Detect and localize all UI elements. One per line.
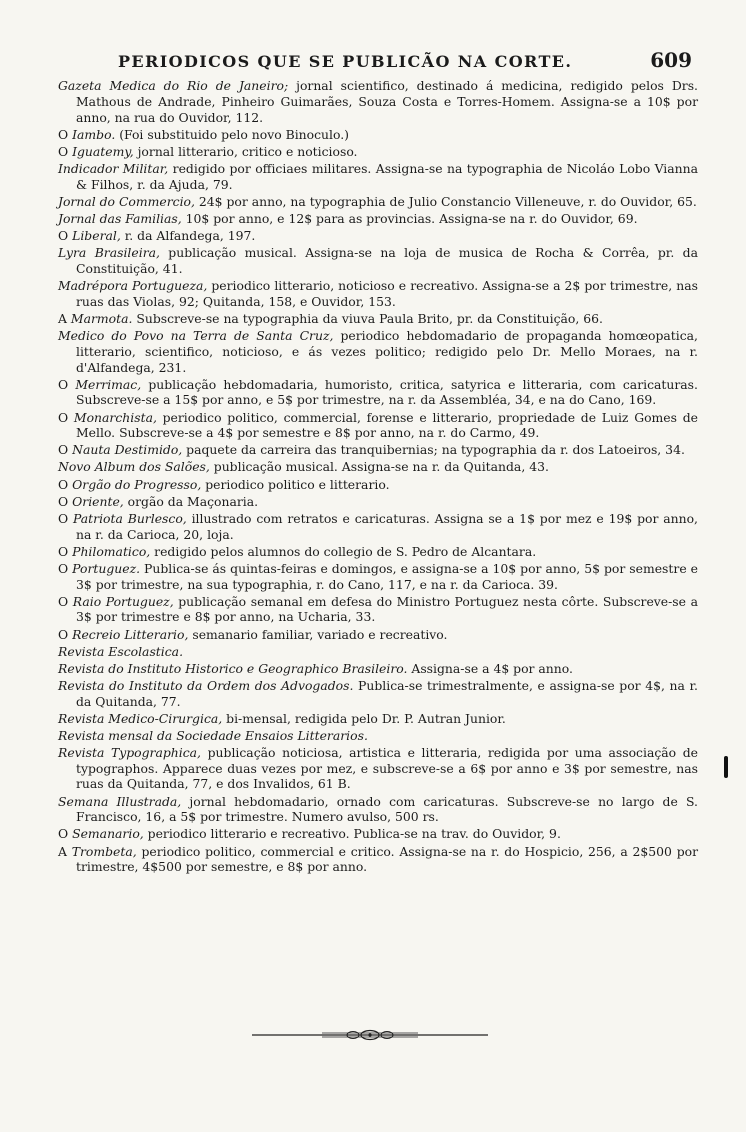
entry-description: (Foi substituido pelo novo Binoculo.)	[115, 126, 350, 142]
entry-title: Liberal,	[72, 227, 121, 243]
entry-title: Revista do Instituto da Ordem dos Advogados.	[58, 677, 354, 693]
periodical-entry	[58, 794, 698, 826]
entry-description: semanario familiar, variado e recreativo.	[188, 626, 448, 642]
entry-title: Portuguez.	[72, 560, 141, 576]
entry-description: orgão da Maçonaria.	[123, 493, 259, 509]
entry-description: 24$ por anno, na typographia de Julio Constancio Villeneuve, r. do Ouvidor, 65.	[194, 193, 697, 209]
entry-description: periodico politico, commercial e critico. Assigna-se na r. do Hospicio, 256, a 2$500 por trimestre, 4$500 por semestre, e 8$ por anno.	[76, 843, 699, 875]
entry-article: O	[58, 126, 73, 142]
periodical-entry	[58, 661, 698, 677]
entry-article: A	[58, 843, 72, 859]
entry-title: Indicador Militar,	[58, 160, 169, 176]
margin-mark	[724, 756, 728, 778]
periodical-entry	[58, 494, 698, 510]
periodical-entry	[58, 127, 698, 143]
entry-title: Orgão do Progresso,	[72, 476, 202, 492]
entry-title: Jornal do Commercio,	[58, 193, 195, 209]
entry-description: r. da Alfandega, 197.	[120, 227, 256, 243]
entry-article: O	[58, 227, 73, 243]
entry-title: Iambo.	[72, 126, 116, 142]
periodical-entry	[58, 194, 698, 210]
entry-article: O	[58, 409, 74, 425]
periodical-entry	[58, 228, 698, 244]
entry-title: Revista Medico-Cirurgica,	[58, 710, 223, 726]
entry-article: O	[58, 593, 73, 609]
entry-description: periodico litterario e recreativo. Publica-se na trav. do Ouvidor, 9.	[143, 826, 561, 842]
ornamental-divider	[252, 1028, 488, 1042]
periodical-entry	[58, 278, 698, 310]
entry-description: publicação semanal em defesa do Ministro Portuguez nesta côrte. Subscreve-se a 3$ por trimestre e 8$ por anno, na Ucharia, 33.	[76, 593, 698, 625]
entry-description: redigido pelos alumnos do collegio de S. Pedro de Alcantara.	[150, 543, 537, 559]
periodical-entry	[58, 826, 698, 842]
entry-description: jornal litterario, critico e noticioso.	[133, 143, 358, 159]
entry-title: Iguatemy,	[72, 143, 134, 159]
periodical-entry	[58, 78, 698, 125]
entry-article: O	[58, 442, 73, 458]
entry-description: periodico politico e litterario.	[201, 476, 390, 492]
entry-title: Philomatico,	[72, 543, 151, 559]
entry-title: Recreio Litterario,	[72, 626, 189, 642]
entry-description: publicação noticiosa, artistica e litteraria, redigida por uma associação de typographos. Apparece duas vezes por mez, e subscreve-se a 6$ por anno e 3$ por semestre, nas ruas da Quitanda, 77, e dos Invalidos, 61 B.	[76, 744, 698, 792]
entry-description: Assigna-se a 4$ por anno.	[407, 660, 573, 676]
page-number: 609	[650, 48, 692, 72]
entry-title: Trombeta,	[71, 843, 137, 859]
periodical-entry	[58, 442, 698, 458]
entry-title: Monarchista,	[73, 409, 157, 425]
entry-description: Publica-se trimestralmente, e assigna-se por 4$, na r. da Quitanda, 77.	[76, 677, 698, 709]
entry-article: O	[58, 543, 73, 559]
periodical-entry	[58, 594, 698, 626]
periodical-entry	[58, 728, 698, 744]
entry-description: Subscreve-se na typographia da viuva Paula Brito, pr. da Constituição, 66.	[132, 310, 603, 326]
entry-description: redigido por officiaes militares. Assigna-se na typographia de Nicoláo Lobo Vianna & Filhos, r. da Ajuda, 79.	[76, 160, 698, 192]
periodical-entry	[58, 459, 698, 475]
entry-description: periodico litterario, noticioso e recreativo. Assigna-se a 2$ por trimestre, nas ruas das Violas, 92; Quitanda, 158, e Ouvidor, 153.	[76, 277, 698, 309]
entry-description: periodico hebdomadario de propaganda homœopatica, litterario, scientifico, noticioso, e ás vezes politico; redigido pelo Dr. Mello Moraes, na r. d'Alfandega, 231.	[76, 327, 699, 375]
entry-title: Revista Escolastica.	[58, 643, 184, 659]
entry-description: jornal hebdomadario, ornado com caricaturas. Subscreve-se no largo de S. Francisco, 16, a 5$ por trimestre. Numero avulso, 500 rs.	[76, 793, 698, 825]
entry-description: publicação musical. Assigna-se na r. da Quitanda, 43.	[209, 459, 549, 475]
periodical-entry	[58, 211, 698, 227]
periodical-entry	[58, 745, 698, 792]
periodical-entry	[58, 544, 698, 560]
entry-title: Madrépora Portugueza,	[58, 277, 208, 293]
entry-description: Publica-se ás quintas-feiras e domingos, e assigna-se a 10$ por anno, 5$ por semestre e 3$ por trimestre, na sua typographia, r. do Cano, 117, e na r. da Carioca. 39.	[76, 560, 698, 592]
periodical-entry	[58, 477, 698, 493]
entry-article: O	[58, 626, 73, 642]
entry-article: A	[58, 310, 71, 326]
entry-article: O	[58, 376, 76, 392]
entry-title: Medico do Povo na Terra de Santa Cruz,	[58, 327, 334, 343]
entry-description: paquete da carreira das tranquibernias; na typographia da r. dos Latoeiros, 34.	[182, 442, 685, 458]
entry-article: O	[58, 493, 73, 509]
periodical-entry	[58, 245, 698, 277]
entry-article: O	[58, 560, 73, 576]
periodical-entry	[58, 711, 698, 727]
entry-description: illustrado com retratos e caricaturas. Assigna se a 1$ por mez e 19$ por anno, na r. da Carioca, 20, loja.	[76, 510, 698, 542]
entry-article: O	[58, 826, 73, 842]
entry-title: Gazeta Medica do Rio de Janeiro;	[58, 78, 289, 93]
entry-description: bi-mensal, redigida pelo Dr. P. Autran Junior.	[222, 710, 506, 726]
entry-title: Revista mensal da Sociedade Ensaios Litterarios.	[58, 727, 368, 743]
entry-title: Lyra Brasileira,	[58, 245, 160, 261]
entry-article: O	[58, 143, 73, 159]
entry-title: Jornal das Familias,	[58, 210, 182, 226]
entry-description: 10$ por anno, e 12$ para as provincias. Assigna-se na r. do Ouvidor, 69.	[181, 210, 638, 226]
entry-title: Oriente,	[72, 493, 124, 509]
periodical-entry	[58, 678, 698, 710]
periodical-entry	[58, 844, 698, 876]
entry-title: Semana Illustrada,	[58, 793, 182, 809]
periodical-entry	[58, 561, 698, 593]
entry-title: Raio Portuguez,	[72, 593, 174, 609]
entry-description: publicação hebdomadaria, humoristo, critica, satyrica e litteraria, com caricaturas. Subscreve-se a 15$ por anno, e 5$ por trimestre, na r. da Assembléa, 34, e na do Cano, 169.	[76, 376, 698, 408]
page	[58, 46, 698, 876]
entry-title: Novo Album dos Salões,	[58, 459, 210, 475]
periodical-entry	[58, 377, 698, 409]
entry-title: Nauta Destimido,	[72, 442, 183, 458]
entry-title: Merrimac,	[75, 376, 142, 392]
periodical-entry	[58, 161, 698, 193]
entry-description: publicação musical. Assigna-se na loja de musica de Rocha & Corrêa, pr. da Constituição, 41.	[76, 245, 698, 276]
periodical-entry	[58, 511, 698, 543]
entry-title: Marmota.	[70, 310, 133, 326]
periodical-entry	[58, 410, 698, 442]
periodical-entry	[58, 144, 698, 160]
periodical-entry	[58, 627, 698, 643]
page-title: PERIODICOS QUE SE PUBLICÃO NA CORTE.	[118, 52, 573, 71]
entry-article: O	[58, 510, 74, 526]
entry-article: O	[58, 476, 73, 492]
periodical-entry	[58, 311, 698, 327]
entry-description: periodico politico, commercial, forense e litterario, propriedade de Luiz Gomes de Mello. Subscreve-se a 4$ por semestre e 8$ por anno, na r. do Carmo, 49.	[76, 409, 698, 441]
periodicals-list	[58, 78, 698, 875]
entry-title: Revista do Instituto Historico e Geographico Brasileiro.	[58, 660, 408, 676]
periodical-entry	[58, 328, 698, 375]
entry-title: Patriota Burlesco,	[73, 510, 187, 526]
periodical-entry	[58, 644, 698, 660]
entry-title: Revista Typographica,	[58, 744, 201, 760]
entry-description: jornal scientifico, destinado á medicina, redigido pelos Drs. Mathous de Andrade, Pinheiro Guimarães, Souza Costa e Torres-Homem. Assigna-se a 10$ por anno, na rua do Ouvidor, 112.	[76, 78, 698, 125]
page-header	[58, 46, 698, 76]
entry-title: Semanario,	[72, 826, 144, 842]
